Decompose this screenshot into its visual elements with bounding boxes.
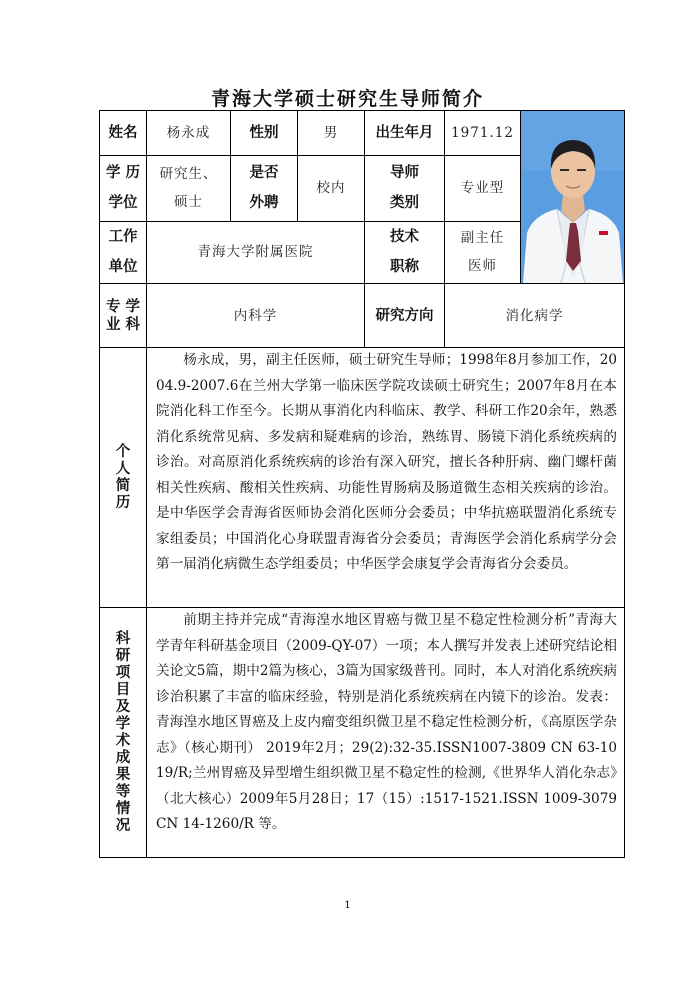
research-direction-value: 消化病学 xyxy=(445,284,625,348)
work-unit-label: 工作 单位 xyxy=(100,221,147,283)
external-hire-value: 校内 xyxy=(298,156,365,221)
research-direction-label: 研究方向 xyxy=(365,284,445,348)
research-achievements-text: 前期主持并完成“青海湟水地区胃癌与微卫星不稳定性检测分析”青海大学青年科研基金项目（2009-QY-07）一项；本人撰写并发表上述研究结论相关论文5篇，期中2篇为核心，3篇为国家级普刊。同时，本人对消化系统疾病诊治积累了丰富的临床经验，特别是消化系统疾病在内镜下的诊治。发表：青海湟水地区胃癌及上皮内瘤变组织微卫星不稳定性检测分析，《高原医学杂志》（核心期刊） 2019年2月；29(2):32-35.ISSN1007-3809 CN 63-1019/R;兰州胃癌及异型增生组织微卫星不稳定性的检测,《世界华人消化杂志》（北大核心）2009年5月28日；17（15）:1517-1521.ISSN 1009-3079 CN 14-1260/R 等。 xyxy=(147,608,625,858)
tech-title-value: 副主任 医师 xyxy=(445,221,521,283)
gender-value: 男 xyxy=(298,111,365,156)
page-title: 青海大学硕士研究生导师简介 xyxy=(210,88,484,110)
gender-label: 性别 xyxy=(231,111,298,156)
birth-label: 出生年月 xyxy=(365,111,445,156)
portrait-photo xyxy=(521,111,625,284)
research-achievements-label: 科 研 项 目 及 学 术 成 果 等 情 况 xyxy=(100,608,147,858)
major-value: 内科学 xyxy=(147,284,365,348)
education-label: 学 历 学位 xyxy=(100,156,147,221)
profile-table xyxy=(99,110,625,858)
biography-label: 个 人 简 历 xyxy=(100,348,147,608)
page-number: 1 xyxy=(344,900,351,911)
education-value: 研究生、 硕士 xyxy=(147,156,231,221)
tutor-type-label: 导师 类别 xyxy=(365,156,445,221)
external-hire-label: 是否 外聘 xyxy=(231,156,298,221)
tech-title-label: 技术 职称 xyxy=(365,221,445,283)
birth-value: 1971.12 xyxy=(445,111,521,156)
major-label: 专 学 业 科 xyxy=(100,284,147,348)
name-label: 姓名 xyxy=(100,111,147,156)
biography-text: 杨永成，男，副主任医师，硕士研究生导师；1998年8月参加工作，2004.9-2007.6在兰州大学第一临床医学院攻读硕士研究生；2007年8月在本院消化科工作至今。长期从事消化内科临床、教学、科研工作20余年，熟悉消化系统常见病、多发病和疑难病的诊治，熟练胃、肠镜下消化系统疾病的诊治。对高原消化系统疾病的诊治有深入研究，擅长各种肝病、幽门螺杆菌相关性疾病、酸相关性疾病、功能性胃肠病及肠道微生态相关疾病的诊治。是中华医学会青海省医师协会消化医师分会委员；中华抗癌联盟消化系统专家组委员；中国消化心身联盟青海省分会委员；青海医学会消化系病学分会第一届消化病微生态学组委员；中华医学会康复学会青海省分会委员。 xyxy=(147,348,625,608)
work-unit-value: 青海大学附属医院 xyxy=(147,221,365,283)
name-value: 杨永成 xyxy=(147,111,231,156)
tutor-type-value: 专业型 xyxy=(445,156,521,221)
portrait-icon xyxy=(521,111,625,283)
